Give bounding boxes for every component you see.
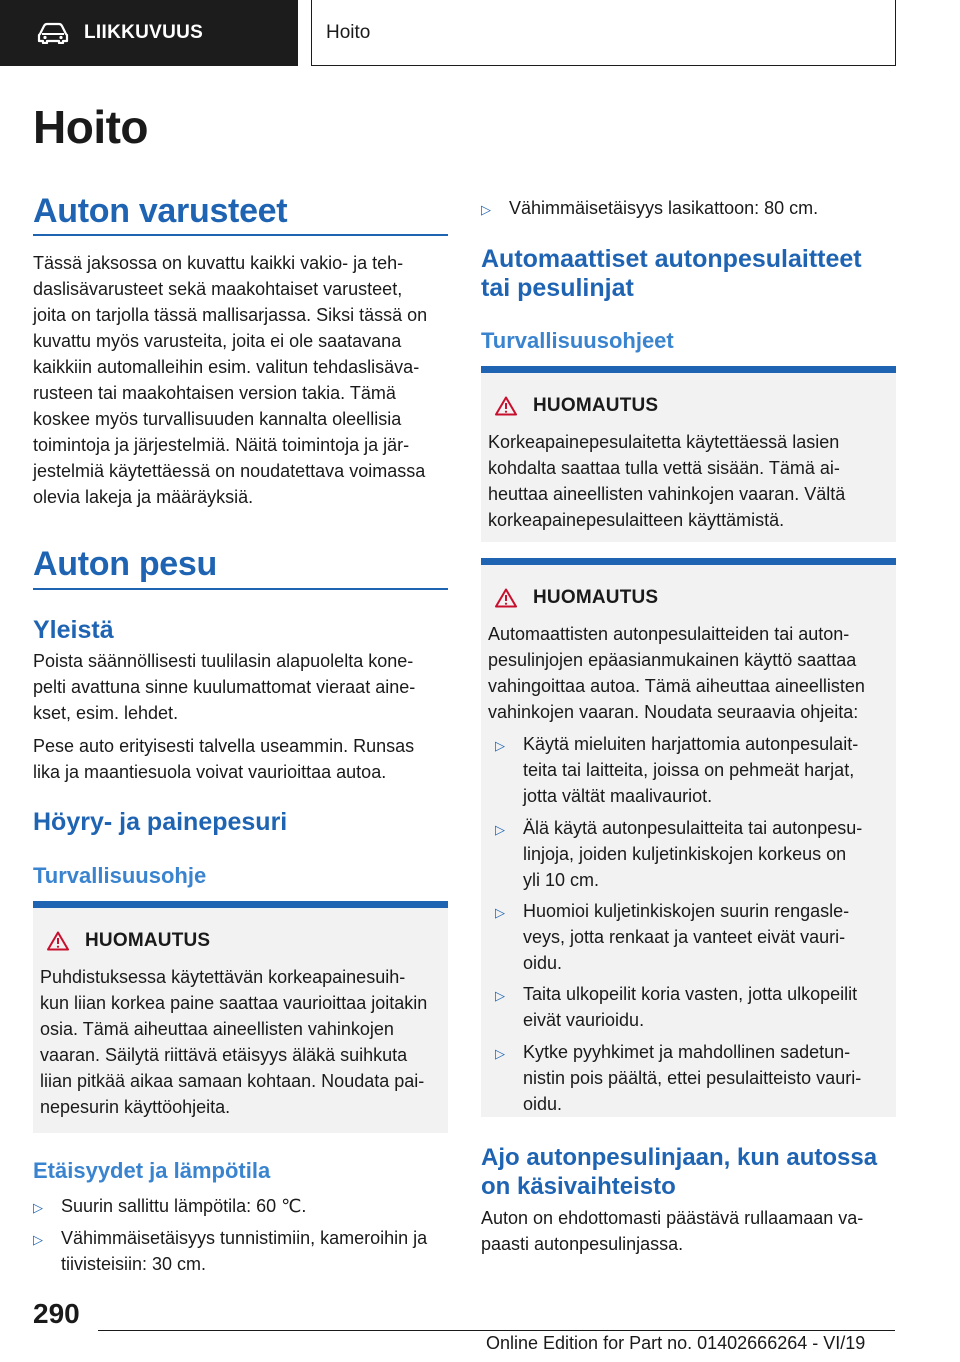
notice-header: [41, 930, 210, 952]
text-line: vahinkojen vaaran. Noudata seuraavia ohjeita:: [488, 702, 859, 722]
heading-hoyry-painepesuri: Höyry- ja painepesuri: [33, 808, 288, 836]
heading-turvallisuusohjeet: Turvallisuusohjeet: [481, 328, 674, 353]
page-title: Hoito: [33, 101, 149, 153]
heading-ajo-autonpesulinjaan: [481, 1143, 877, 1201]
text-line: paasti autonpesulinjassa.: [481, 1234, 684, 1254]
notice-box: [33, 901, 448, 1133]
list-item: [495, 815, 862, 893]
text-line: rusteen tai maakohtaisen version takia. Tämä: [33, 383, 396, 403]
notice-title: HUOMAUTUS: [85, 930, 211, 951]
heading-rule: [33, 234, 448, 236]
text-line: pelti avattuna sinne kuulumattomat vieraat aine-: [33, 677, 416, 697]
text-line: Automaattisten autonpesulaitteiden tai auton-: [488, 624, 850, 644]
notice-text: [488, 429, 888, 533]
triangle-bullet-icon: ▷: [33, 1200, 43, 1215]
paragraph-yleista-2: [33, 733, 448, 785]
text-line: jestelmiä käytettäessä on noudatettava voimassa: [33, 461, 426, 481]
notice-title: HUOMAUTUS: [533, 395, 659, 416]
triangle-bullet-icon: ▷: [495, 1046, 505, 1061]
notice-title: HUOMAUTUS: [533, 587, 659, 608]
paragraph-varusteet: [33, 250, 448, 510]
warning-icon: [495, 588, 517, 608]
text-line: Vähimmäisetäisyys tunnistimiin, kameroihin ja: [61, 1228, 428, 1248]
text-line: Älä käytä autonpesulaitteita tai autonpesu-: [523, 818, 863, 838]
text-line: vaaran. Säilytä riittävä etäisyys äläkä suihkuta: [40, 1045, 408, 1065]
list-item: [33, 1193, 306, 1221]
text-line: veys, jotta renkaat ja vanteet eivät vauri-: [523, 927, 846, 947]
heading-auton-pesu: Auton pesu: [33, 545, 217, 583]
text-line: liian pitkää aikaa samaan kohtaan. Noudata pai-: [40, 1071, 425, 1091]
notice-text: [40, 964, 440, 1120]
text-line: olevia lakeja ja määräyksiä.: [33, 487, 254, 507]
heading-turvallisuusohje: Turvallisuusohje: [33, 863, 207, 888]
text-line: vahingoittaa autoa. Tämä aiheuttaa aineellisten: [488, 676, 865, 696]
triangle-bullet-icon: ▷: [481, 202, 491, 217]
text-line: Auton on ehdottomasti päästävä rullaamaan va-: [481, 1208, 864, 1228]
footer-rule: [98, 1330, 895, 1331]
text-line: tiivisteisiin: 30 cm.: [61, 1254, 207, 1274]
text-line: Kytke pyyhkimet ja mahdollinen sadetun-: [523, 1042, 851, 1062]
page-header: [0, 0, 960, 66]
text-line: Poista säännöllisesti tuulilasin alapuolelta kone-: [33, 651, 414, 671]
notice-box: [481, 366, 896, 542]
text-line: teita tai laitteita, joissa on pehmeät harjat,: [523, 760, 855, 780]
list-item: [495, 981, 857, 1033]
triangle-bullet-icon: ▷: [495, 905, 505, 920]
text-line: Huomioi kuljetinkiskojen suurin rengasle-: [523, 901, 850, 921]
paragraph-ajo: [481, 1205, 896, 1257]
text-line: Puhdistuksessa käytettävän korkeapainesuih-: [40, 967, 406, 987]
text-line: oidu.: [523, 953, 563, 973]
triangle-bullet-icon: ▷: [495, 988, 505, 1003]
text-line: Vähimmäisetäisyys lasikattoon: 80 cm.: [509, 198, 819, 218]
heading-rule: [33, 588, 448, 590]
section-tab-label: LIIKKUVUUS: [84, 22, 204, 43]
text-line: Korkeapainepesulaitetta käytettäessä lasien: [488, 432, 840, 452]
page-number: 290: [33, 1298, 80, 1329]
text-line: kun liian korkea paine saattaa vaurioittaa joitakin: [40, 993, 428, 1013]
text-line: Taita ulkopeilit koria vasten, jotta ulkopeilit: [523, 984, 858, 1004]
text-line: oidu.: [523, 1094, 563, 1114]
text-line: linjoja, joiden kuljetinkiskojen korkeus on: [523, 844, 847, 864]
text-line: heuttaa aineellisten vahinkojen vaaran. Vältä: [488, 484, 846, 504]
text-line: Tässä jaksossa on kuvattu kaikki vakio- ja teh-: [33, 253, 404, 273]
text-line: kuvattu myös varusteita, joita ei ole saatavana: [33, 331, 402, 351]
text-line: joita on tarjolla tässä mallisarjassa. Siksi tässä on: [33, 305, 428, 325]
chapter-tab[interactable]: [311, 0, 896, 66]
warning-icon: [495, 396, 517, 416]
text-line: lika ja maantiesuola voivat vaurioittaa autoa.: [33, 762, 387, 782]
notice-header: [489, 395, 658, 417]
triangle-bullet-icon: ▷: [33, 1232, 43, 1247]
footer-edition: Online Edition for Part no. 01402666264 - VI/19: [486, 1333, 866, 1353]
text-line: osia. Tämä aiheuttaa aineellisten vahinkojen: [40, 1019, 394, 1039]
text-line: nepesurin käyttöohjeita.: [40, 1097, 231, 1117]
list-item: [495, 1039, 861, 1117]
text-line: Suurin sallittu lämpötila: 60 ℃.: [61, 1196, 307, 1216]
warning-icon: [47, 931, 69, 951]
paragraph-yleista-1: [33, 648, 448, 726]
text-line: nistin pois päältä, ettei pesulaitteisto vauri-: [523, 1068, 862, 1088]
triangle-bullet-icon: ▷: [495, 738, 505, 753]
text-line: kset, esim. lehdet.: [33, 703, 179, 723]
text-line: eivät vaurioidu.: [523, 1010, 645, 1030]
notice-header: [489, 587, 658, 609]
text-line: Ajo autonpesulinjaan, kun autossa: [481, 1144, 878, 1171]
list-item: [481, 195, 818, 223]
text-line: kohdalta saattaa tulla vettä sisään. Tämä ai-: [488, 458, 840, 478]
triangle-bullet-icon: ▷: [495, 822, 505, 837]
text-line: koskee myös turvallisuuden kannalta oleellisia: [33, 409, 402, 429]
text-line: daslisävarusteet sekä maakohtaiset varusteet,: [33, 279, 403, 299]
text-line: on käsivaihteisto: [481, 1173, 676, 1200]
notice-box: [481, 558, 896, 1117]
text-line: tai pesulinjat: [481, 274, 634, 302]
text-line: jotta vältät maalivauriot.: [523, 786, 713, 806]
text-line: toimintoja ja järjestelmiä. Näitä toimintoja ja jär-: [33, 435, 410, 455]
heading-etaisyydet: Etäisyydet ja lämpötila: [33, 1158, 271, 1183]
heading-yleista: Yleistä: [33, 616, 114, 644]
heading-auton-varusteet: Auton varusteet: [33, 192, 288, 230]
text-line: kaikkiin automalleihin esim. valitun tehdaslisäva-: [33, 357, 420, 377]
text-line: pesulinjojen epäasianmukainen käyttö saattaa: [488, 650, 857, 670]
list-item: [495, 898, 849, 976]
chapter-tab-label: Hoito: [326, 21, 371, 43]
list-item: [495, 731, 858, 809]
text-line: Automaattiset autonpesulaitteet: [481, 245, 862, 273]
notice-text: [488, 621, 888, 725]
text-line: korkeapainepesulaitteen käyttämistä.: [488, 510, 785, 530]
heading-automaattiset-pesulaitteet: [481, 245, 862, 303]
car-icon: [36, 22, 70, 44]
text-line: Pese auto erityisesti talvella useammin. Runsas: [33, 736, 415, 756]
list-item: [33, 1225, 427, 1277]
text-line: Käytä mieluiten harjattomia autonpesulait-: [523, 734, 859, 754]
text-line: yli 10 cm.: [523, 870, 600, 890]
section-tab[interactable]: [0, 0, 298, 66]
